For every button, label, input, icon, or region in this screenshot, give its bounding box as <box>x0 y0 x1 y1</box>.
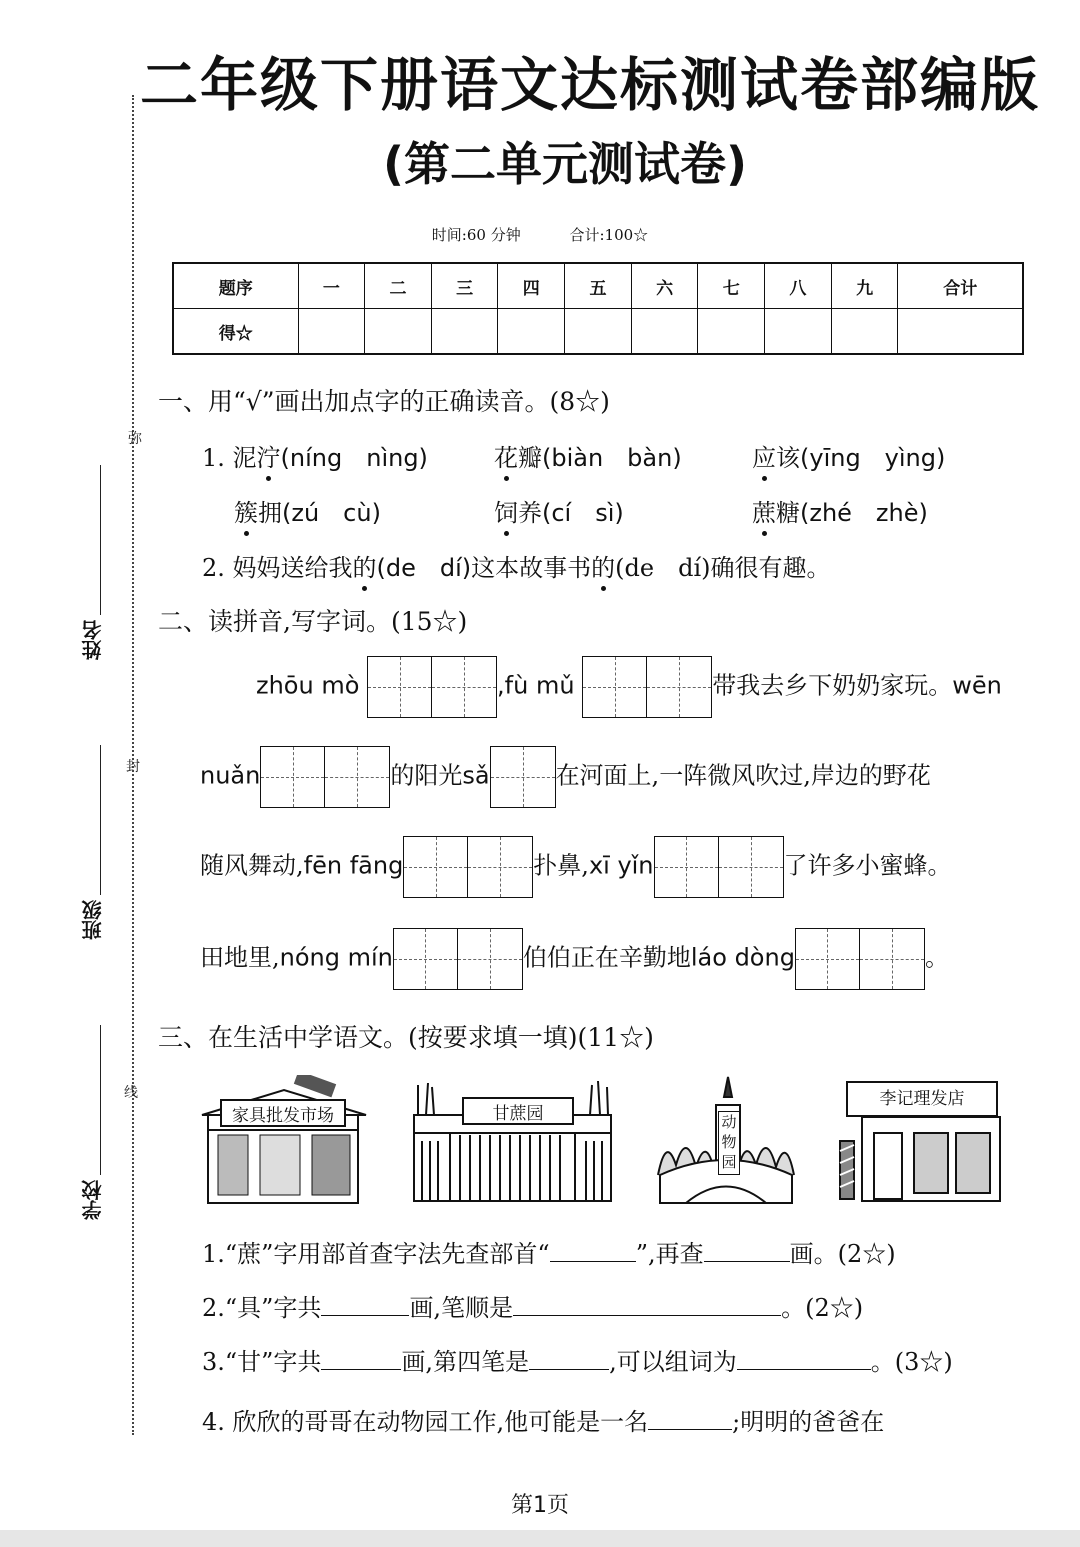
score-header-cell: 四 <box>498 263 565 309</box>
writing-grid[interactable] <box>654 836 784 898</box>
page-subtitle: (第二单元测试卷) <box>382 137 748 191</box>
word-item: 饲养(cí sì) <box>494 493 624 528</box>
section2-row3: 随风舞动,fēn fāng 扑鼻,xī yǐn 了许多小蜜蜂。 <box>200 836 952 898</box>
page-title: 二年级下册语文达标测试卷部编版 <box>139 51 1040 119</box>
score-header-cell: 七 <box>698 263 765 309</box>
school-label: 学校 <box>81 1180 105 1220</box>
class-field[interactable] <box>100 745 101 895</box>
section3-q1: 1.“蔗”字用部首查字法先查部首“ ”,再查 画。(2☆) <box>202 1240 896 1268</box>
barber-shop-picture <box>838 1077 1002 1203</box>
seal-mark-mi: 弥 <box>128 431 142 447</box>
picture-label: 甘蔗园 <box>462 1097 574 1125</box>
gate-illustration <box>410 1075 615 1205</box>
section2-heading: 二、读拼音,写字词。(15☆) <box>158 607 468 636</box>
score-row-label: 得☆ <box>173 309 298 355</box>
score-header-cell: 合计 <box>898 263 1023 309</box>
score-cell[interactable] <box>565 309 632 355</box>
word-item: 泥泞(níng nìng) <box>233 444 428 472</box>
building-illustration <box>200 1075 368 1205</box>
section3-q4: 4. 欣欣的哥哥在动物园工作,他可能是一名 ;明明的爸爸在 <box>202 1408 885 1436</box>
word-item: 应该(yīng yìng) <box>752 438 945 473</box>
writing-grid[interactable] <box>490 746 556 808</box>
word-item: 蔗糖(zhé zhè) <box>752 493 928 528</box>
page-number: 第1页 <box>511 1493 569 1518</box>
writing-grid[interactable] <box>403 836 533 898</box>
answer-blank[interactable] <box>513 1293 781 1316</box>
school-field[interactable] <box>100 1025 101 1175</box>
writing-grid[interactable] <box>393 928 523 990</box>
section1-heading: 一、用“√”画出加点字的正确读音。(8☆) <box>158 387 610 416</box>
answer-blank[interactable] <box>321 1347 401 1370</box>
sugarcane-garden-picture <box>410 1075 615 1205</box>
q1-number: 1. <box>202 444 225 472</box>
score-cell[interactable] <box>431 309 498 355</box>
score-cell[interactable] <box>298 309 365 355</box>
name-label: 姓名 <box>81 620 105 660</box>
score-cell[interactable] <box>498 309 565 355</box>
furniture-market-picture <box>200 1075 368 1205</box>
picture-label: 李记理发店 <box>846 1081 998 1117</box>
score-header-cell: 题序 <box>173 263 298 309</box>
section1-q2: 2. 妈妈送给我的(de dí)这本故事书的(de dí)确很有趣。 <box>202 548 831 583</box>
seal-mark-feng: 封 <box>126 759 140 775</box>
score-cell[interactable] <box>898 309 1023 355</box>
answer-blank[interactable] <box>529 1347 609 1370</box>
section3-heading: 三、在生活中学语文。(按要求填一填)(11☆) <box>158 1023 654 1052</box>
picture-label: 动物园 <box>718 1111 740 1175</box>
score-header-cell: 五 <box>565 263 632 309</box>
score-header-cell: 八 <box>765 263 832 309</box>
time-limit: 时间:60 分钟 <box>431 226 521 244</box>
writing-grid[interactable] <box>795 928 925 990</box>
score-cell[interactable] <box>765 309 832 355</box>
score-cell[interactable] <box>698 309 765 355</box>
writing-grid[interactable] <box>367 656 497 718</box>
score-header-cell: 六 <box>631 263 698 309</box>
picture-label: 家具批发市场 <box>220 1099 346 1127</box>
answer-blank[interactable] <box>648 1407 732 1430</box>
word-item: 花瓣(biàn bàn) <box>494 438 682 473</box>
writing-grid[interactable] <box>582 656 712 718</box>
answer-blank[interactable] <box>704 1239 790 1262</box>
total-score: 合计:100☆ <box>569 226 649 244</box>
score-cell[interactable] <box>365 309 432 355</box>
name-field[interactable] <box>100 465 101 615</box>
class-label: 班级 <box>81 900 105 940</box>
section2-row4: 田地里,nóng mín 伯伯正在辛勤地láo dòng 。 <box>200 928 949 990</box>
answer-blank[interactable] <box>550 1239 636 1262</box>
answer-blank[interactable] <box>737 1347 871 1370</box>
section3-q2: 2.“具”字共 画,笔顺是 。(2☆) <box>202 1294 864 1322</box>
score-table-score-row <box>173 309 1023 355</box>
score-table <box>172 262 1024 355</box>
section3-q3: 3.“甘”字共 画,第四笔是 ,可以组词为 。(3☆) <box>202 1348 953 1376</box>
score-table-header-row <box>173 263 1023 309</box>
score-header-cell: 九 <box>831 263 898 309</box>
score-cell[interactable] <box>631 309 698 355</box>
score-header-cell: 二 <box>365 263 432 309</box>
score-cell[interactable] <box>831 309 898 355</box>
word-item: 簇拥(zú cù) <box>234 493 381 528</box>
score-header-cell: 三 <box>431 263 498 309</box>
score-header-cell: 一 <box>298 263 365 309</box>
exam-meta <box>0 224 1080 245</box>
section1-q1-row1 <box>202 438 428 473</box>
seal-mark-xian: 线 <box>124 1085 138 1101</box>
writing-grid[interactable] <box>260 746 390 808</box>
section2-row2: nuǎn 的阳光sǎ 在河面上,一阵微风吹过,岸边的野花 <box>200 746 931 808</box>
bottom-band <box>0 1530 1080 1547</box>
answer-blank[interactable] <box>321 1293 409 1316</box>
zoo-picture <box>656 1075 796 1205</box>
section2-row1: zhōu mò ,fù mǔ 带我去乡下奶奶家玩。wēn <box>256 656 1002 718</box>
